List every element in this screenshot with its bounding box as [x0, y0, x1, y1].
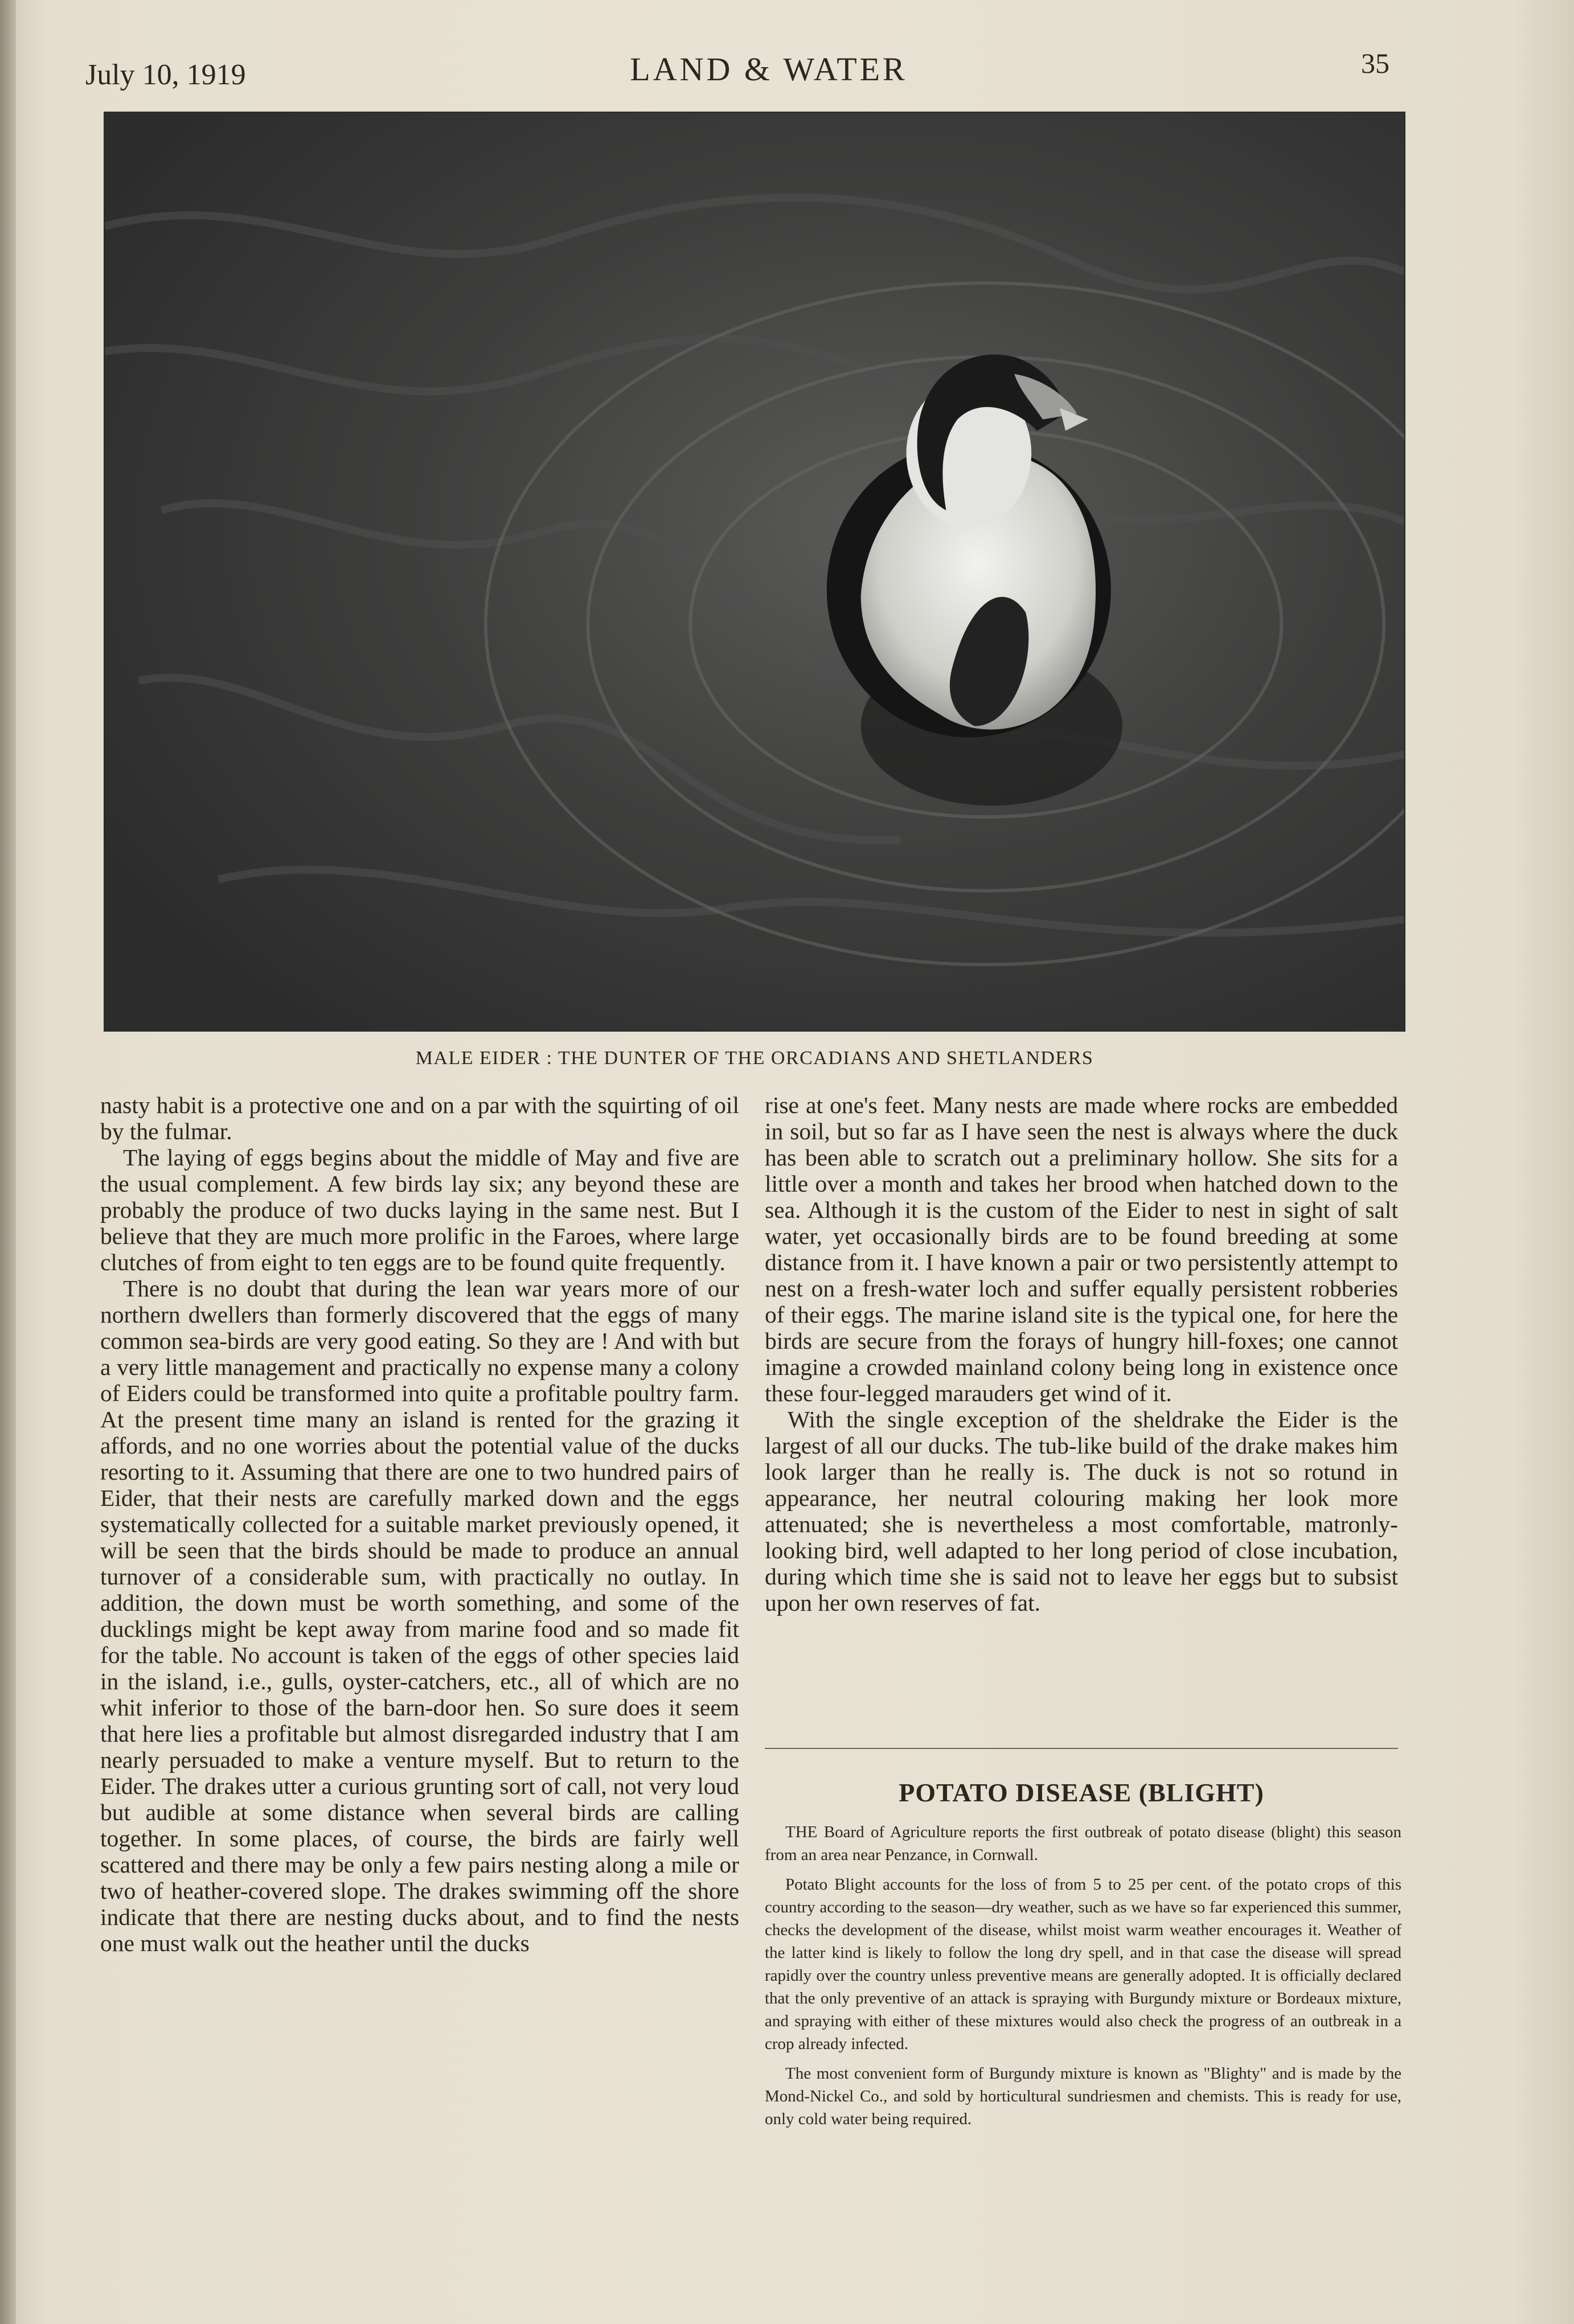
eider-photograph: [104, 112, 1405, 1032]
page-number: 35: [1361, 47, 1389, 79]
binding-gutter: [0, 0, 16, 2324]
article-column-left: [100, 1092, 739, 1956]
masthead: LAND & WATER: [630, 51, 908, 88]
potato-section-title: POTATO DISEASE (BLIGHT): [899, 1778, 1264, 1807]
article-paragraph: rise at one's feet. Many nests are made where rocks are embedded in soil, but so far as I have seen the nest is always where the duck has been able to scratch out a preliminary hollow. She sits for a little over a month and takes her brood when hatched down to the sea. Although it is the custom of the Eider to nest in sight of salt water, yet occasionally birds are to be found breeding at some distance from it. I have known a pair or two persistently attempt to nest on a fresh-water loch and suffer equally persistent robberies of their eggs. The marine island site is the typical one, for here the birds are secure from the forays of hungry hill-foxes; one cannot imagine a crowded mainland colony being long in existence once these four-legged marauders get wind of it.: [765, 1092, 1398, 1406]
potato-paragraph: The most convenient form of Burgundy mixture is known as "Blighty" and is made by the Mond-Nickel Co., and sold by horticultural sundriesmen and chemists. This is ready for use, only cold water being required.: [765, 2064, 1401, 2128]
article-column-right: [765, 1092, 1398, 1616]
potato-paragraph: Potato Blight accounts for the loss of from 5 to 25 per cent. of the potato crops of this country according to the season—dry weather, such as we have so far experienced this summer, checks the development of the disease, whilst moist warm weather encourages it. Weather of the latter kind is likely to follow the long dry spell, and in that case the disease will spread rapidly over the country unless preventive means are generally adopted. It is officially declared that the only preventive of an attack is spraying with Burgundy mixture or Bordeaux mixture, and spraying with either of these mixtures would also check the progress of an outbreak in a crop already infected.: [765, 1875, 1401, 2053]
photo-caption: MALE EIDER : THE DUNTER OF THE ORCADIANS AND SHETLANDERS: [415, 1048, 1094, 1069]
article-paragraph: nasty habit is a protective one and on a par with the squirting of oil by the fulmar.: [100, 1092, 739, 1144]
potato-section-body: [765, 1821, 1401, 2137]
eider-duck-image: [105, 113, 1404, 1030]
article-paragraph: The laying of eggs begins about the middle of May and five are the usual complement. A few birds lay six; any beyond these are probably the produce of two ducks laying in the same nest. But I believe that they are much more prolific in the Faroes, where large clutches of from eight to ten eggs are to be found quite frequently.: [100, 1144, 739, 1275]
section-divider: [765, 1748, 1398, 1749]
issue-date: July 10, 1919: [85, 59, 246, 91]
potato-paragraph: THE Board of Agriculture reports the first outbreak of potato disease (blight) this season from an area near Penzance, in Cornwall.: [765, 1823, 1401, 1864]
page-header: [85, 47, 1389, 101]
article-paragraph: With the single exception of the sheldrake the Eider is the largest of all our ducks. The tub-like build of the drake makes him look larger than he really is. The duck is not so rotund in appearance, her neutral colouring making her look more attenuated; she is nevertheless a most comfortable, matronly-looking bird, well adapted to her long period of close incubation, during which time she is said not to leave her eggs but to subsist upon her own reserves of fat.: [765, 1406, 1398, 1616]
article-paragraph: There is no doubt that during the lean war years more of our northern dwellers than formerly discovered that the eggs of many common sea-birds are very good eating. So they are ! And with but a very little management and practically no expense many a colony of Eiders could be transformed into quite a profitable poultry farm. At the present time many an island is rented for the grazing it affords, and no one worries about the potential value of the ducks resorting to it. Assuming that there are one to two hundred pairs of Eider, that their nests are carefully marked down and the eggs systematically collected for a suitable market previously opened, it will be seen that the birds should be made to produce an annual turnover of a considerable sum, with practically no outlay. In addition, the down must be worth something, and some of the ducklings might be kept away from marine food and so made fit for the table. No account is taken of the eggs of other species laid in the island, i.e., gulls, oyster-catchers, etc., all of which are no whit inferior to those of the barn-door hen. So sure does it seem that here lies a profitable but almost disregarded industry that I am nearly persuaded to make a venture myself. But to return to the Eider. The drakes utter a curious grunting sort of call, not very loud but audible at some distance when several birds are calling together. In some places, of course, the birds are fairly well scattered and there may be only a few pairs nesting along a mile or two of heather-covered slope. The drakes swimming off the shore indicate that there are nesting ducks about, and to find the nests one must walk out the heather until the ducks: [100, 1275, 739, 1956]
